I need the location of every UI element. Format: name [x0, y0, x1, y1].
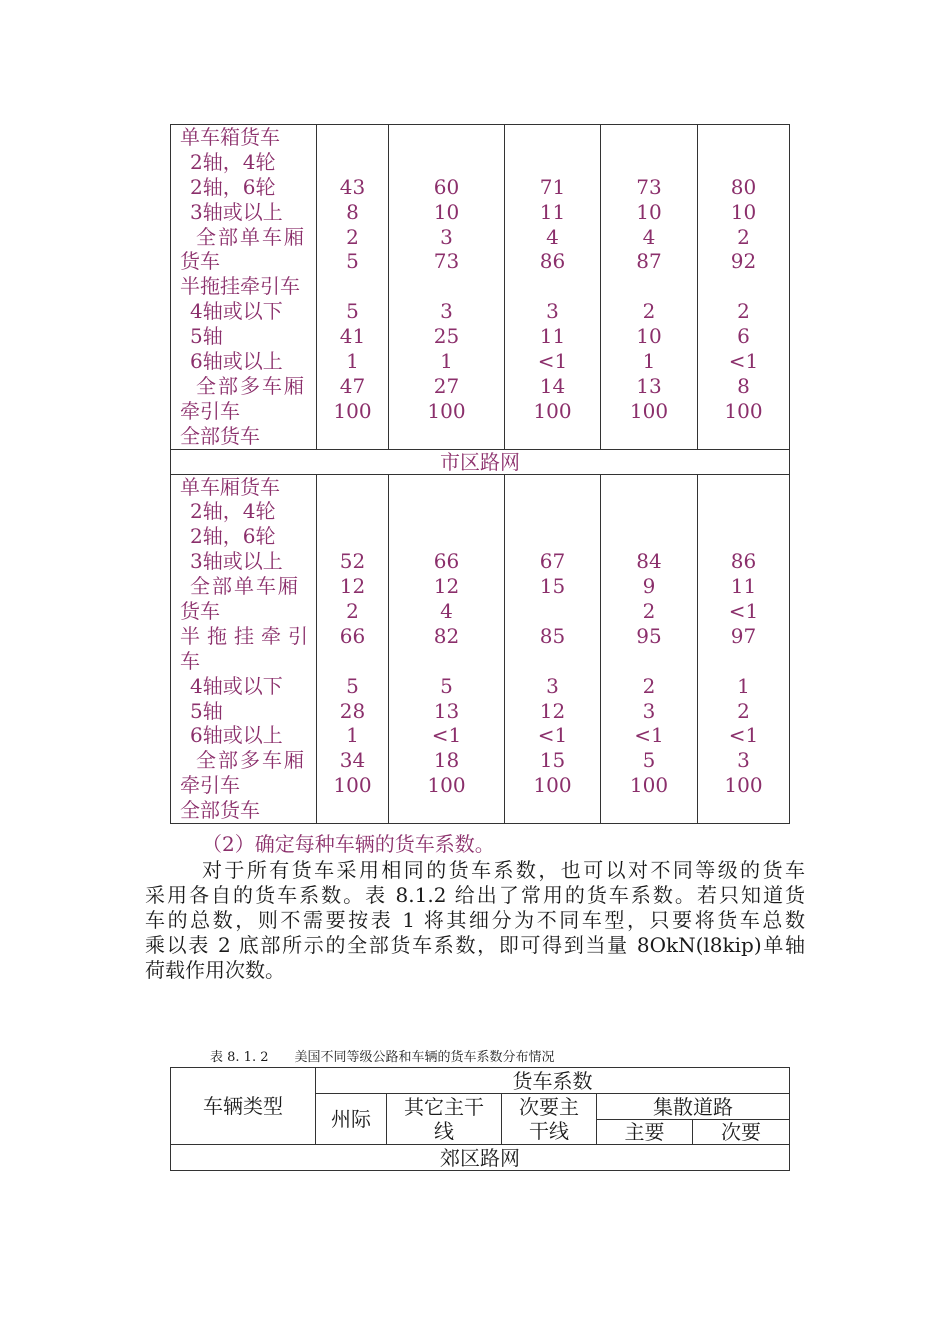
body-paragraph [145, 858, 805, 983]
table-cell: 18 [433, 748, 460, 773]
table-cell: 82 [433, 623, 460, 648]
table-cell [601, 649, 697, 674]
table-cell: 10 [636, 324, 662, 349]
row-label: 货车 [180, 249, 220, 274]
row-labels-group-b [171, 474, 317, 823]
table-cell [601, 499, 697, 524]
row-label: 单车箱货车 [180, 125, 280, 149]
table-cell: 2 [642, 673, 656, 698]
row-label: 牵引车 [180, 773, 240, 798]
table-cell: 12 [539, 698, 566, 723]
table-cell: 100 [333, 773, 372, 798]
header-vehicle-type: 车辆类型 [171, 1068, 316, 1145]
table-number: 表 8. 1. 2 [210, 1050, 269, 1065]
table-cell: 2 [642, 599, 656, 624]
row-label: 全部多车厢 [196, 748, 306, 773]
table-cell: 3 [440, 224, 453, 249]
table-cell: 5 [346, 673, 359, 698]
table-cell [389, 499, 504, 524]
row-label: 2轴，4轮 [190, 149, 276, 174]
table-cell [389, 524, 504, 549]
table-cell: 73 [636, 174, 662, 199]
table-cell: 71 [539, 174, 566, 199]
table-cell: 13 [636, 373, 662, 398]
table-cell [601, 475, 697, 500]
table-cell: 1 [346, 723, 359, 748]
table-cell [317, 125, 388, 150]
table-cell: 2 [642, 299, 656, 324]
table-cell: 73 [433, 249, 460, 274]
table-cell: 13 [433, 698, 460, 723]
header-major: 主要 [597, 1120, 693, 1145]
table-cell: 87 [636, 249, 662, 274]
row-label: 全部单车厢 [196, 224, 306, 249]
table-cell: 95 [636, 623, 662, 648]
table-cell: 11 [539, 199, 566, 224]
table-cell [505, 274, 600, 299]
table-cell: 100 [724, 398, 763, 423]
table-cell: 2 [346, 224, 359, 249]
header-truck-factor: 货车系数 [316, 1068, 790, 1094]
table-caption [210, 1046, 555, 1065]
table-cell [698, 524, 789, 549]
table-cell: 3 [642, 698, 656, 723]
column-other-arterial-b [389, 474, 505, 823]
row-label: 牵引车 [180, 398, 240, 423]
row-label: 6轴或以上 [190, 349, 283, 374]
table-cell: <1 [537, 349, 568, 374]
row-label: 2轴，6轮 [190, 174, 276, 199]
table-cell: 27 [433, 373, 460, 398]
table-cell: 34 [339, 748, 366, 773]
table-cell: 10 [636, 199, 662, 224]
table-cell [317, 274, 388, 299]
table-cell [317, 424, 388, 449]
table-cell: 100 [533, 773, 572, 798]
table-cell: 86 [539, 249, 566, 274]
table-cell [698, 150, 789, 175]
table-cell [601, 150, 697, 175]
table-cell [698, 798, 789, 823]
table-cell [317, 798, 388, 823]
table-cell [698, 499, 789, 524]
table-cell: 11 [539, 324, 566, 349]
table-cell [601, 424, 697, 449]
table-cell [505, 499, 600, 524]
table-cell [505, 125, 600, 150]
table-cell [317, 150, 388, 175]
table-cell: 12 [339, 574, 366, 599]
table-cell: 1 [346, 349, 359, 374]
row-label: 3轴或以上 [190, 549, 283, 574]
row-label: 全部单车厢 [190, 574, 300, 599]
table-cell: 41 [339, 324, 366, 349]
table-cell: 10 [730, 199, 757, 224]
table-cell: 84 [636, 549, 662, 574]
table-cell: 100 [629, 773, 669, 798]
table-cell: 2 [737, 698, 750, 723]
table-cell: 10 [433, 199, 460, 224]
row-label: 3轴或以上 [190, 199, 283, 224]
table-cell [601, 125, 697, 150]
paragraph-line: 对于所有货车采用相同的货车系数，也可以对不同等级的货车 [202, 858, 805, 882]
table-cell [389, 475, 504, 500]
row-label: 半拖挂牵引车 [180, 274, 300, 299]
table-cell: 6 [737, 324, 750, 349]
table-cell: <1 [537, 723, 568, 748]
table-cell: 92 [730, 249, 757, 274]
table-cell: 4 [440, 599, 453, 624]
row-label: 5轴 [190, 698, 223, 723]
table-title: 美国不同等级公路和车辆的货车系数分布情况 [294, 1050, 555, 1065]
table-cell: 1 [440, 349, 453, 374]
paragraph-line: 车的总数，则不需要按表 1 将其细分为不同车型，只要将货车总数 [145, 908, 805, 932]
table-cell: 28 [339, 698, 366, 723]
table-cell [389, 150, 504, 175]
table-cell [505, 798, 600, 823]
table-cell [698, 125, 789, 150]
table-cell [389, 274, 504, 299]
table-cell: 3 [546, 299, 559, 324]
table-cell [698, 274, 789, 299]
table-cell [601, 798, 697, 823]
table-cell [505, 599, 600, 624]
row-label: 5轴 [190, 324, 223, 349]
truck-factor-header-table [170, 1067, 790, 1171]
table-cell [317, 524, 388, 549]
table-cell: 4 [642, 224, 656, 249]
table-cell: 52 [339, 549, 366, 574]
row-label: 4轴或以下 [190, 299, 283, 324]
table-cell: 5 [346, 299, 359, 324]
header-other-arterial: 其它主干线 [387, 1094, 502, 1145]
row-label: 全部多车厢 [196, 373, 306, 398]
table-cell: 4 [546, 224, 559, 249]
table-row [171, 474, 790, 823]
table-cell [505, 475, 600, 500]
step-heading-text: （2）确定每种车辆的货车系数。 [202, 832, 495, 856]
header-minor: 次要 [693, 1120, 790, 1145]
row-label: 4轴或以下 [190, 673, 283, 698]
table-cell [505, 424, 600, 449]
header-interstate: 州际 [316, 1094, 387, 1145]
row-label: 6轴或以上 [190, 723, 283, 748]
table-cell: 100 [427, 398, 466, 423]
header-collector: 集散道路 [597, 1094, 790, 1120]
table-cell: 85 [539, 623, 566, 648]
truck-factor-data-table [170, 124, 790, 824]
table-cell: 97 [730, 623, 757, 648]
table-cell [389, 649, 504, 674]
table-cell [389, 424, 504, 449]
table-cell [389, 125, 504, 150]
table-cell: 66 [433, 549, 460, 574]
table-cell [317, 649, 388, 674]
column-major-collector-a [601, 125, 698, 450]
table-cell: 100 [629, 398, 669, 423]
table-cell [317, 475, 388, 500]
row-label: 车 [180, 648, 200, 673]
table-cell: 8 [737, 373, 750, 398]
table-row [171, 449, 790, 474]
section-title-suburban-network: 郊区路网 [171, 1145, 790, 1171]
table-cell: 47 [339, 373, 366, 398]
column-interstate-b [317, 474, 389, 823]
table-cell [505, 150, 600, 175]
paragraph-line: 采用各自的货车系数。表 8.1.2 给出了常用的货车系数。若只知道货 [145, 883, 805, 907]
table-cell [601, 524, 697, 549]
table-cell: <1 [431, 723, 462, 748]
table-cell: 100 [427, 773, 466, 798]
table-cell [317, 499, 388, 524]
table-cell: 3 [737, 748, 750, 773]
table-cell: 5 [346, 249, 359, 274]
table-row [171, 125, 790, 450]
row-label: 全部货车 [180, 798, 260, 823]
table-cell [389, 798, 504, 823]
table-cell [698, 424, 789, 449]
column-minor-arterial-b [505, 474, 601, 823]
table-cell [698, 475, 789, 500]
table-cell: 2 [737, 224, 750, 249]
table-cell: <1 [728, 599, 759, 624]
table-cell: 86 [730, 549, 757, 574]
section-title-urban-network: 市区路网 [171, 449, 790, 474]
header-minor-arterial: 次要主干线 [502, 1094, 597, 1145]
table-cell: 25 [433, 324, 460, 349]
row-label: 2轴，4轮 [190, 499, 276, 524]
table-cell [601, 274, 697, 299]
table-cell: 8 [346, 199, 359, 224]
column-minor-arterial-a [505, 125, 601, 450]
row-label: 半拖挂牵引 [180, 623, 315, 648]
column-interstate-a [317, 125, 389, 450]
table-cell: <1 [728, 723, 759, 748]
table-cell: 5 [642, 748, 656, 773]
table-cell [505, 649, 600, 674]
table-cell: 11 [730, 574, 757, 599]
table-cell [505, 524, 600, 549]
row-label: 单车厢货车 [180, 474, 280, 499]
table-cell: 67 [539, 549, 566, 574]
table-cell: 43 [339, 174, 366, 199]
row-label: 货车 [180, 599, 220, 624]
table-cell: 14 [539, 373, 566, 398]
column-minor-collector-b [698, 474, 790, 823]
table-cell: 100 [724, 773, 763, 798]
table-cell: 15 [539, 574, 566, 599]
table-cell: 1 [642, 349, 656, 374]
paragraph-line: 荷载作用次数。 [145, 958, 285, 982]
column-other-arterial-a [389, 125, 505, 450]
table-cell: 60 [433, 174, 460, 199]
table-cell: <1 [634, 723, 664, 748]
table-cell: 9 [642, 574, 656, 599]
row-label: 全部货车 [180, 423, 260, 448]
table-cell: 80 [730, 174, 757, 199]
table-cell: <1 [728, 349, 759, 374]
paragraph-line: 乘以表 2 底部所示的全部货车系数，即可得到当量 8OkN(l8kip)单轴 [145, 933, 805, 957]
table-cell: 2 [737, 299, 750, 324]
table-cell: 100 [533, 398, 572, 423]
table-cell: 15 [539, 748, 566, 773]
column-major-collector-b [601, 474, 698, 823]
column-minor-collector-a [698, 125, 790, 450]
table-cell [698, 649, 789, 674]
table-cell: 5 [440, 673, 453, 698]
table-cell: 12 [433, 574, 460, 599]
table-cell: 1 [737, 673, 750, 698]
row-label: 2轴，6轮 [190, 524, 276, 549]
step-heading [145, 832, 805, 857]
table-cell: 3 [440, 299, 453, 324]
row-labels-group-a [171, 125, 317, 450]
table-cell: 66 [339, 623, 366, 648]
table-cell: 3 [546, 673, 559, 698]
table-cell: 100 [333, 398, 372, 423]
table-cell: 2 [346, 599, 359, 624]
